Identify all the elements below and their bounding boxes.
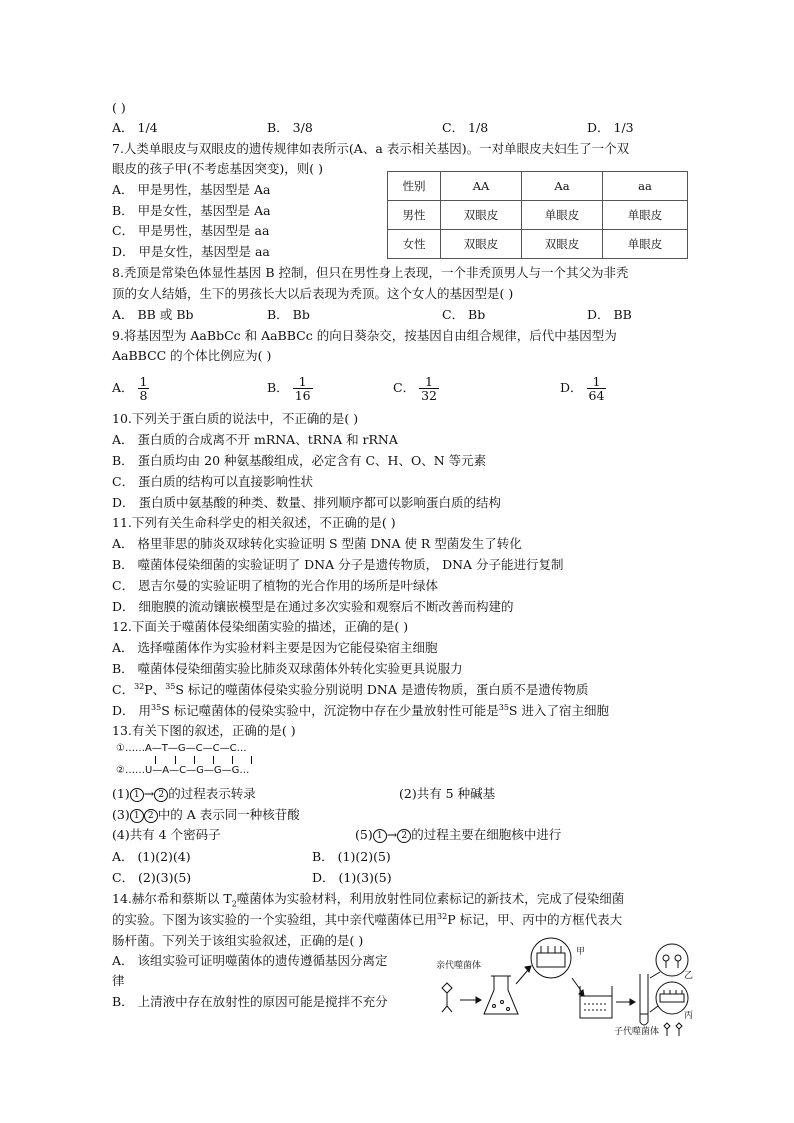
q6-option-d[interactable]: D． 1/3 (587, 120, 634, 135)
phage-experiment-figure (432, 934, 694, 1046)
q12-option-c[interactable]: C．$^{32}$P、$^{35}$S 标记的噬菌体侵染实验分别说明 DNA 是遗传物质，蛋白质不是遗传物质 (112, 681, 589, 697)
q8-option-d[interactable]: D． BB (587, 307, 632, 322)
q9-option-c[interactable] (393, 368, 439, 408)
table-cell: 双眼皮 (441, 230, 522, 259)
q14-option-a-line1[interactable]: A． 该组实验可证明噬菌体的遗传遵循基因分离定 (112, 953, 388, 968)
table-header-cell: AA (441, 172, 522, 201)
table-cell: 单眼皮 (522, 201, 603, 230)
table-row (388, 201, 688, 230)
table-cell: 单眼皮 (603, 201, 688, 230)
test-tube-icon (640, 974, 648, 1025)
q13-statement-4[interactable]: (4)共有 4 个密码子 (112, 827, 221, 842)
fraction: $\frac{1}{64}$ (588, 374, 605, 403)
child-phage-label: 子代噬菌体 (614, 1027, 660, 1037)
q14-stem-line1: 14.赫尔希和蔡斯以 $T_2$噬菌体为实验材料，利用放射性同位素标记的新技术，完成了侵染细菌 (112, 891, 625, 909)
q13-statement-3[interactable]: (3) 1 2 中的 A 表示同一种核苷酸 (112, 807, 300, 822)
infected-bacteria-icon (531, 938, 571, 978)
q13-option-d[interactable]: D． (1)(3)(5) (312, 870, 392, 885)
q14-option-b[interactable]: B． 上清液中存在放射性的原因可能是搅拌不充分 (112, 994, 388, 1009)
q7-option-a[interactable]: A． 甲是男性，基因型是 Aa (112, 182, 271, 197)
q6-option-b[interactable]: B． 3/8 (267, 120, 313, 135)
circled-number: 2 (397, 829, 411, 843)
q11-option-d[interactable]: D． 细胞膜的流动镶嵌模型是在通过多次实验和观察后不断改善而构建的 (112, 599, 514, 614)
circled-number: 2 (154, 788, 168, 802)
q8-stem-line1: 8.秃顶是常染色体显性基因 B 控制，但只在男性身上表现，一个非秃顶男人与一个其父为非秃 (112, 265, 629, 280)
q8-option-b[interactable]: B． Bb (267, 307, 310, 322)
q9-option-d[interactable] (560, 368, 606, 408)
q9-option-a[interactable] (112, 368, 149, 408)
option-label: D． (560, 380, 583, 395)
q7-option-d[interactable]: D． 甲是女性，基因型是 aa (112, 244, 270, 259)
table-header-cell: Aa (522, 172, 603, 201)
table-cell: 女性 (388, 230, 441, 259)
rna-strand: ②……U—A—C—G—G—G… (116, 765, 250, 776)
q13-statement-1[interactable]: (1) 1 → 2 的过程表示转录 (112, 786, 256, 801)
q10-option-c[interactable]: C． 蛋白质的结构可以直接影响性状 (112, 474, 314, 489)
q14-stem-line2: 的实验。下图为该实验的一个实验组，其中亲代噬菌体已用$^{32}$P 标记，甲、丙中的方框代表大 (112, 911, 623, 927)
q10-option-a[interactable]: A． 蛋白质的合成离不开 mRNA、tRNA 和 rRNA (112, 432, 398, 447)
option-label: B． (267, 380, 289, 395)
q7-option-b[interactable]: B． 甲是女性，基因型是 Aa (112, 203, 271, 218)
q12-option-b[interactable]: B． 噬菌体侵染细菌实验比肺炎双球菌体外转化实验更具说服力 (112, 661, 463, 676)
q8-option-a[interactable]: A． BB 或 Bb (112, 307, 194, 322)
q10-option-b[interactable]: B． 蛋白质均由 20 种氨基酸组成，必定含有 C、H、O、N 等元素 (112, 453, 487, 468)
q13-statement-5[interactable]: (5) 1 → 2 的过程主要在细胞核中进行 (355, 827, 562, 842)
q13-option-a[interactable]: A． (1)(2)(4) (112, 849, 191, 864)
fraction: $\frac{1}{16}$ (294, 374, 311, 403)
parent-phage-label: 亲代噬菌体 (436, 961, 482, 971)
q11-option-c[interactable]: C． 恩吉尔曼的实验证明了植物的光合作用的场所是叶绿体 (112, 578, 439, 593)
table-cell: 双眼皮 (522, 230, 603, 259)
circled-number: 1 (373, 829, 387, 843)
fraction: $\frac{1}{8}$ (139, 374, 148, 403)
fraction: $\frac{1}{32}$ (421, 374, 437, 403)
table-header-cell: 性别 (388, 172, 441, 201)
q8-stem-line2: 顶的女人结婚，生下的男孩长大以后表现为秃顶。这个女人的基因型是( ) (112, 286, 514, 301)
q6-option-c[interactable]: C． 1/8 (442, 120, 489, 135)
bing-label: 丙 (684, 1011, 694, 1021)
yi-label: 乙 (684, 971, 694, 981)
q9-stem-line1: 9.将基因型为 AaBbCc 和 AaBBCc 的向日葵杂交，按基因自由组合规律，后代中基因型为 (112, 328, 617, 343)
table-cell: 单眼皮 (603, 230, 688, 259)
circled-number: 1 (130, 809, 144, 823)
q7-stem-line2: 眼皮的孩子甲(不考虑基因突变)，则( ) (112, 161, 323, 176)
q14-option-a-line2[interactable]: 律 (112, 973, 125, 988)
circled-number: 1 (130, 788, 144, 802)
q9-option-b[interactable] (267, 368, 313, 408)
q11-stem: 11.下列有关生命科学史的相关叙述，不正确的是( ) (112, 515, 396, 530)
table-cell: 男性 (388, 201, 441, 230)
q9-stem-line2: AaBBCC 的个体比例应为( ) (112, 348, 272, 363)
dna-strand: ①……A—T—G—C—C—C… (116, 743, 247, 754)
table-row (388, 230, 688, 259)
q7-option-c[interactable]: C． 甲是男性，基因型是 aa (112, 223, 270, 238)
q13-stem: 13.有关下图的叙述，正确的是( ) (112, 723, 296, 738)
parent-phage-icon (442, 983, 452, 1012)
q11-option-b[interactable]: B． 噬菌体侵染细菌的实验证明了 DNA 分子是遗传物质， DNA 分子能进行复制 (112, 557, 564, 572)
beaker-icon (580, 986, 612, 1018)
q10-option-d[interactable]: D． 蛋白质中氨基酸的种类、数量、排列顺序都可以影响蛋白质的结构 (112, 495, 501, 510)
option-label: A． (112, 380, 134, 395)
q12-option-d[interactable]: D． 用$^{35}$S 标记噬菌体的侵染实验中，沉淀物中存在少量放射性可能是$^{35}$S 进入了宿主细胞 (112, 702, 609, 718)
q13-statement-2[interactable]: (2)共有 5 种碱基 (399, 786, 496, 801)
q8-option-c[interactable]: C． Bb (442, 307, 486, 322)
q13-option-b[interactable]: B． (1)(2)(5) (312, 849, 391, 864)
q12-option-a[interactable]: A． 选择噬菌体作为实验材料主要是因为它能侵染宿主细胞 (112, 640, 438, 655)
table-header-row (388, 172, 688, 201)
flask-icon (484, 976, 518, 1014)
q13-option-c[interactable]: C． (2)(3)(5) (112, 870, 192, 885)
q14-stem-line3: 肠杆菌。下列关于该组实验叙述，正确的是( ) (112, 933, 364, 948)
q6-paren: ( ) (112, 100, 126, 115)
genotype-table (387, 171, 688, 259)
option-label: C． (393, 380, 416, 395)
child-phage-icon (664, 1023, 682, 1036)
q10-stem: 10.下列关于蛋白质的说法中，不正确的是( ) (112, 411, 359, 426)
circled-number: 2 (144, 809, 158, 823)
table-header-cell: aa (603, 172, 688, 201)
q12-stem: 12.下面关于噬菌体侵染细菌实验的描述，正确的是( ) (112, 619, 409, 634)
table-cell: 双眼皮 (441, 201, 522, 230)
q7-stem-line1: 7.人类单眼皮与双眼皮的遗传规律如表所示(A、a 表示相关基因)。一对单眼皮夫妇生了一个双 (112, 141, 630, 156)
jia-label: 甲 (576, 947, 586, 957)
q11-option-a[interactable]: A． 格里菲思的肺炎双球转化实验证明 S 型菌 DNA 使 R 型菌发生了转化 (112, 536, 522, 551)
sediment-circle-icon (656, 982, 688, 1014)
q6-option-a[interactable]: A． 1/4 (112, 120, 158, 135)
